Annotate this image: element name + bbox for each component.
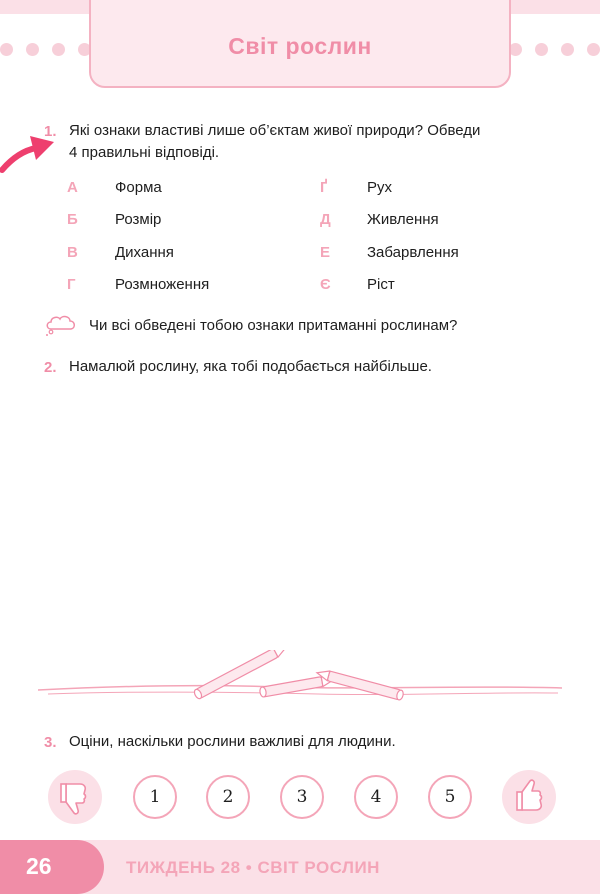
thought-cloud-icon xyxy=(44,314,78,336)
task2-text: Намалюй рослину, яка тобі подобається найбільше. xyxy=(69,358,432,375)
option-letter: Е xyxy=(320,244,331,261)
task2-number: 2. xyxy=(44,359,57,376)
task3-text: Оціни, наскільки рослини важливі для людини. xyxy=(69,733,396,750)
option-text[interactable]: Забарвлення xyxy=(367,244,459,261)
rating-option[interactable]: 3 xyxy=(280,775,324,819)
task3-number: 3. xyxy=(44,734,57,751)
rating-option[interactable]: 1 xyxy=(133,775,177,819)
rating-option[interactable]: 5 xyxy=(428,775,472,819)
option-text[interactable]: Розмноження xyxy=(115,276,210,293)
rating-option[interactable]: 4 xyxy=(354,775,398,819)
pencil-icon xyxy=(316,668,405,701)
option-text[interactable]: Ріст xyxy=(367,276,395,293)
task1-question-line1: Які ознаки властиві лише об’єктам живої природи? Обведи xyxy=(69,122,481,139)
rating-option[interactable]: 2 xyxy=(206,775,250,819)
think-question: Чи всі обведені тобою ознаки притаманні рослинам? xyxy=(89,317,458,334)
thumbs-up-icon xyxy=(502,770,556,824)
title-tab xyxy=(89,0,511,88)
option-letter: Ґ xyxy=(320,179,328,196)
option-text[interactable]: Розмір xyxy=(115,211,162,228)
task1-number: 1. xyxy=(44,123,57,140)
drawing-line xyxy=(38,650,562,710)
page-number: 26 xyxy=(26,853,52,879)
option-text[interactable]: Рух xyxy=(367,179,393,196)
footer-title: ТИЖДЕНЬ 28 • СВІТ РОСЛИН xyxy=(126,858,380,877)
thumbs-up-button[interactable] xyxy=(502,770,556,824)
option-letter: А xyxy=(67,179,78,196)
rating-row xyxy=(0,772,600,822)
option-text[interactable]: Живлення xyxy=(367,211,439,228)
option-text[interactable]: Дихання xyxy=(115,244,174,261)
thumbs-down-button[interactable] xyxy=(48,770,102,824)
page-number-badge xyxy=(0,840,104,894)
task1-question-line2: 4 правильні відповіді. xyxy=(69,144,220,161)
thumbs-down-icon xyxy=(48,770,102,824)
option-letter: Б xyxy=(67,211,78,228)
option-letter: Г xyxy=(67,276,76,293)
arrow-icon xyxy=(0,134,54,174)
option-letter: В xyxy=(67,244,78,261)
page-title: Світ рослин xyxy=(228,33,372,59)
option-letter: Д xyxy=(320,211,331,228)
option-text[interactable]: Форма xyxy=(115,179,162,196)
option-letter: Є xyxy=(320,276,331,293)
